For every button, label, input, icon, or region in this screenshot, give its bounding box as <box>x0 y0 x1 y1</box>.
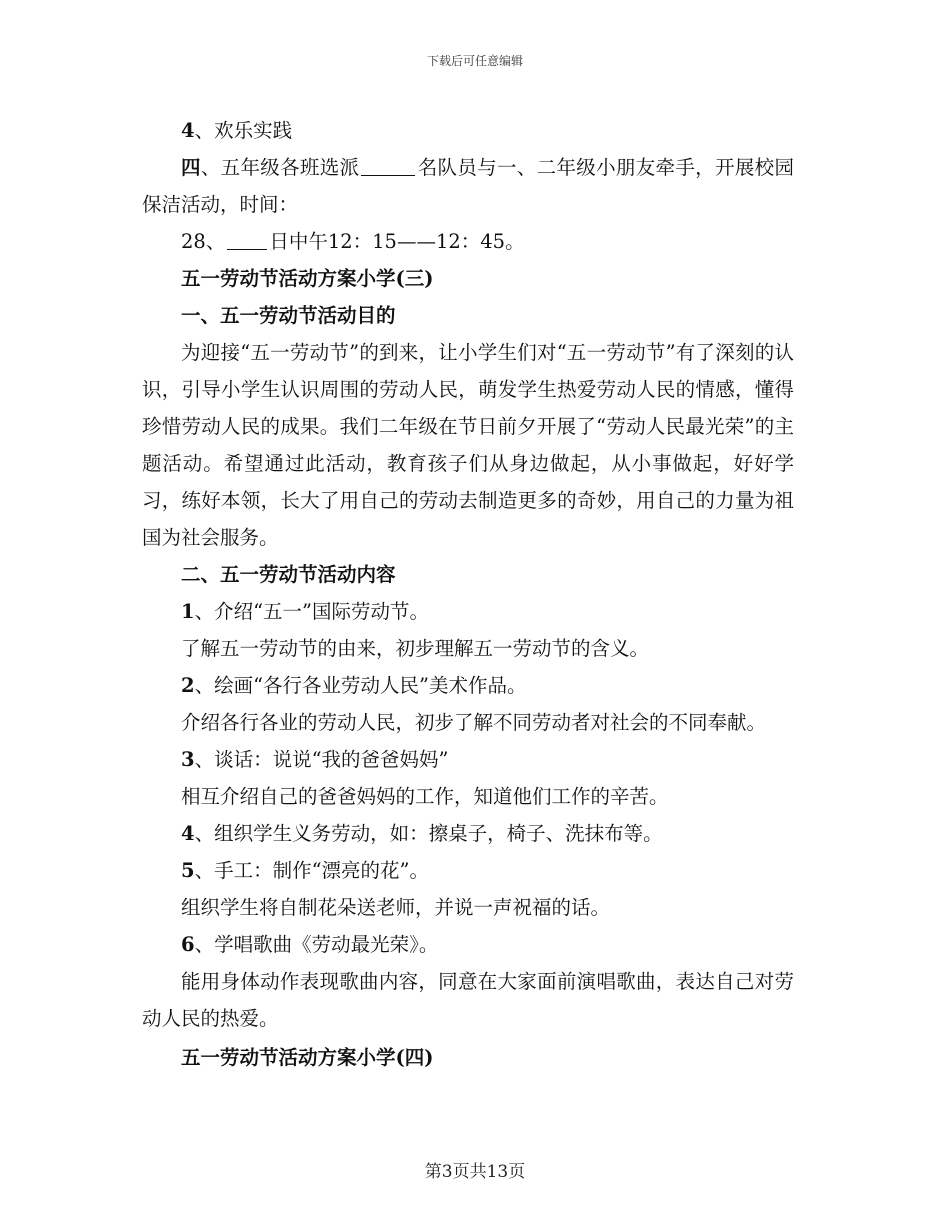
item-text: 、谈话：说说“我的爸爸妈妈” <box>194 748 449 771</box>
section-4-text-a: 、五年级各班选派 <box>200 156 360 179</box>
item-text: 、组织学生义务劳动，如：擦桌子，椅子、洗抹布等。 <box>194 822 663 845</box>
content-item-4 <box>142 815 794 852</box>
section-heading-purpose: 一、五一劳动节活动目的 <box>181 304 396 327</box>
item-number: 1 <box>181 600 195 623</box>
content-item-3-desc: 相互介绍自己的爸爸妈妈的工作，知道他们工作的辛苦。 <box>181 785 669 808</box>
content-item-3 <box>142 741 794 778</box>
item-number: 2 <box>181 674 195 697</box>
time-text-a: 28、 <box>181 230 226 253</box>
page-number: 第3页共13页 <box>424 1162 526 1182</box>
content-item-1 <box>142 593 794 630</box>
content-item-1-desc: 了解五一劳动节的由来，初步理解五一劳动节的含义。 <box>181 637 650 660</box>
time-text-b: 日中午12：15——12：45。 <box>269 230 525 253</box>
content-item-2 <box>142 667 794 704</box>
item-number: 3 <box>181 748 195 771</box>
content-item-6-desc: 能用身体动作表现歌曲内容，同意在大家面前演唱歌曲，表达自己对劳动人民的热爱。 <box>142 970 794 1030</box>
item-text: 、手工：制作“漂亮的花”。 <box>194 859 430 882</box>
section-4-text-b: 名队员与一、二年级小朋友牵手，开展校园保洁活动，时间： <box>142 156 794 216</box>
item-4-number: 4 <box>181 119 195 142</box>
content-item-6 <box>142 926 794 963</box>
fill-blank <box>361 157 415 176</box>
item-number: 6 <box>181 933 195 956</box>
item-4-text: 、欢乐实践 <box>194 119 293 142</box>
plan-3-title: 五一劳动节活动方案小学(三) <box>181 267 434 290</box>
section-4-paragraph <box>142 149 794 223</box>
activity-time <box>142 223 794 260</box>
section-heading-content: 二、五一劳动节活动内容 <box>181 563 396 586</box>
item-text: 、介绍“五一”国际劳动节。 <box>194 600 430 623</box>
content-item-5-desc: 组织学生将自制花朵送老师，并说一声祝福的话。 <box>181 896 611 919</box>
fill-blank <box>227 231 267 250</box>
header-note: 下载后可任意编辑 <box>426 54 523 68</box>
item-text: 、绘画“各行各业劳动人民”美术作品。 <box>194 674 527 697</box>
content-item-2-desc: 介绍各行各业的劳动人民，初步了解不同劳动者对社会的不同奉献。 <box>181 711 767 734</box>
item-number: 5 <box>181 859 195 882</box>
document-body <box>142 112 794 1076</box>
section-4-label: 四 <box>181 156 201 179</box>
plan-4-title: 五一劳动节活动方案小学(四) <box>181 1046 434 1069</box>
item-number: 4 <box>181 822 195 845</box>
item-4 <box>142 112 794 149</box>
purpose-paragraph: 为迎接“五一劳动节”的到来，让小学生们对“五一劳动节”有了深刻的认识，引导小学生认识周围的劳动人民，萌发学生热爱劳动人民的情感，懂得珍惜劳动人民的成果。我们二年级在节日前夕开展了“劳动人民最光荣”的主题活动。希望通过此活动，教育孩子们从身边做起，从小事做起，好好学习，练好本领，长大了用自己的劳动去制造更多的奇妙，用自己的力量为祖国为社会服务。 <box>142 341 794 549</box>
item-text: 、学唱歌曲《劳动最光荣》。 <box>194 933 439 956</box>
content-item-5 <box>142 852 794 889</box>
